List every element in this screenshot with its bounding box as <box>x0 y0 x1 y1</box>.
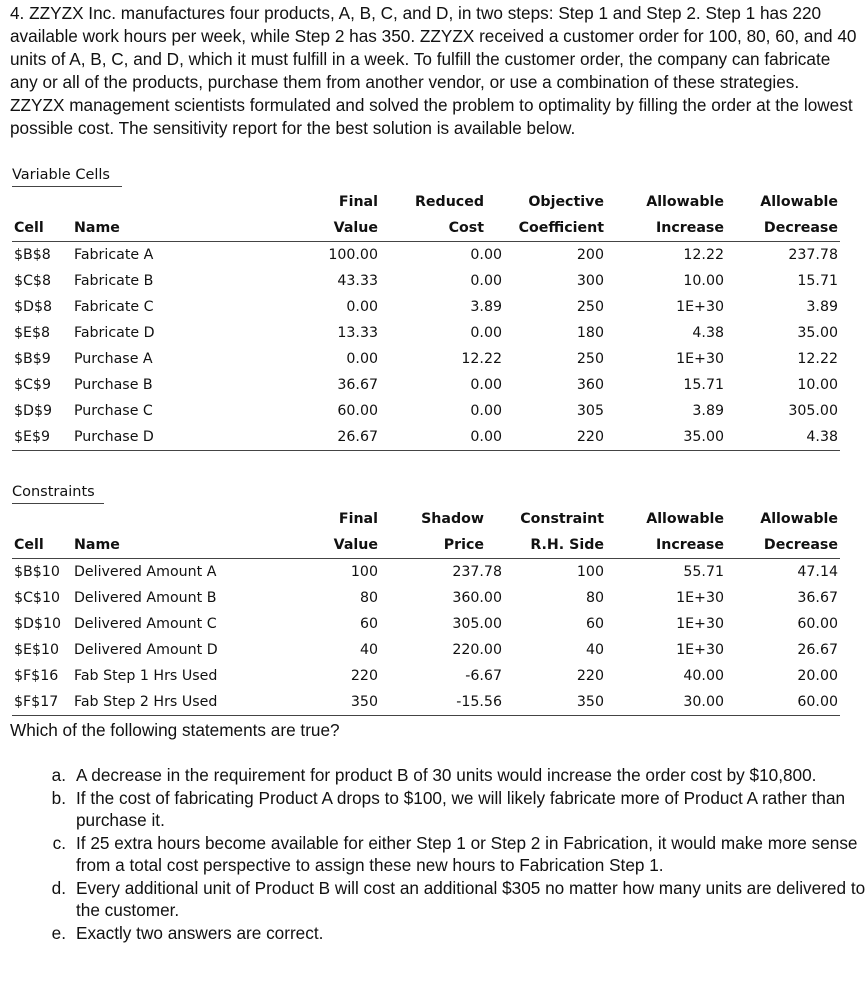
constraints-cell: 80 <box>585 590 604 606</box>
variable-cells-cell: 0.00 <box>470 247 502 263</box>
variable-cells-cell: 35.00 <box>606 424 726 451</box>
variable-cells-cell: 305.00 <box>788 403 838 419</box>
variable-cells-cell: 4.38 <box>692 325 724 341</box>
constraints-cell: 100 <box>576 564 604 580</box>
answer-option <box>51 764 865 787</box>
constraints-cell: Delivered Amount C <box>74 616 217 632</box>
variable-cells-title: Variable Cells <box>12 167 110 183</box>
variable-cells-cell: 10.00 <box>797 377 838 393</box>
variable-cells-cell: 10.00 <box>683 273 724 289</box>
variable-cells-header-row-bottom <box>12 215 840 242</box>
variable-cells-cell: 35.00 <box>797 325 838 341</box>
variable-cells-cell: 0.00 <box>346 299 378 315</box>
variable-cells-cell: 0.00 <box>470 273 502 289</box>
variable-cells-cell: Increase <box>606 215 726 242</box>
option-letter: e. <box>51 922 66 943</box>
variable-cells-cell: $E$8 <box>14 325 51 341</box>
variable-cells-cell: Final <box>338 194 378 210</box>
option-text: If the cost of fabricating Product A drops to $100, we will likely fabricate more of Product A rather than purchase it. <box>76 787 846 830</box>
variable-cells-cell: Purchase A <box>74 351 153 367</box>
variable-cells-cell: 3.89 <box>806 299 838 315</box>
constraints-cell: Constraint <box>520 511 604 527</box>
variable-cells-cell: 200 <box>576 247 604 263</box>
variable-cells-cell: 0.00 <box>380 424 504 451</box>
constraints-cell: 80 <box>359 590 378 606</box>
constraints-cell: 237.78 <box>452 564 502 580</box>
option-letter: b. <box>51 787 66 808</box>
constraints-cell: 360.00 <box>452 590 502 606</box>
variable-cells-cell: 13.33 <box>337 325 378 341</box>
variable-cells-cell: Allowable <box>646 194 724 210</box>
variable-cells-cell: 237.78 <box>788 247 838 263</box>
constraints-cell: 305.00 <box>452 616 502 632</box>
variable-cells-cell: Coefficient <box>504 215 606 242</box>
variable-cells-cell: Cell <box>12 215 72 242</box>
variable-cells-cell: 300 <box>576 273 604 289</box>
constraints-cell <box>72 506 272 532</box>
variable-cells-cell: Purchase B <box>74 377 153 393</box>
variable-cells-cell: Reduced <box>415 194 484 210</box>
variable-cells-cell: 26.67 <box>272 424 380 451</box>
variable-cells-cell: 250 <box>576 299 604 315</box>
constraints-cell: Value <box>272 532 380 559</box>
constraints-header-row-bottom <box>12 532 840 559</box>
variable-cells-cell: 1E+30 <box>676 299 724 315</box>
constraints-cell: Price <box>380 532 504 559</box>
variable-cells-cell: 12.22 <box>683 247 724 263</box>
answer-option <box>51 877 865 922</box>
variable-cells-row <box>12 346 840 372</box>
answer-option <box>51 922 865 945</box>
constraints-cell: 36.67 <box>797 590 838 606</box>
constraints-cell: 220.00 <box>452 642 502 658</box>
variable-cells-title-rule <box>12 186 122 187</box>
constraints-row <box>12 559 840 586</box>
variable-cells-cell: 3.89 <box>692 403 724 419</box>
variable-cells-cell: Decrease <box>726 215 840 242</box>
option-letter: a. <box>51 765 66 785</box>
variable-cells-cell: 0.00 <box>470 377 502 393</box>
option-letter: c. <box>52 832 66 853</box>
variable-cells-cell: 3.89 <box>470 299 502 315</box>
answer-option <box>52 832 865 877</box>
constraints-row <box>12 637 840 663</box>
variable-cells-cell: $C$9 <box>14 377 51 393</box>
constraints-cell: $F$17 <box>12 689 72 716</box>
constraints-cell: 60.00 <box>726 689 840 716</box>
variable-cells-cell: Allowable <box>760 194 838 210</box>
constraints-cell: 55.71 <box>683 564 724 580</box>
constraints-cell: 60 <box>585 616 604 632</box>
variable-cells-cell: $B$8 <box>14 247 51 263</box>
variable-cells-cell: 12.22 <box>797 351 838 367</box>
variable-cells-cell <box>72 189 272 215</box>
variable-cells-cell: Fabricate C <box>74 299 154 315</box>
constraints-cell: R.H. Side <box>504 532 606 559</box>
question-intro: 4. ZZYZX Inc. manufactures four products, A, B, C, and D, in two steps: Step 1 and Step 2. Step 1 has 220 available work hours per week, while Step 2 has 350. <box>10 3 822 46</box>
constraints-table <box>12 506 840 716</box>
question-prompt: Which of the following statements are true? <box>10 720 340 740</box>
question-order: ZZYZX received a customer order for 100, 80, 60, and 40 units of A, B, C, and D, which it must fulfill in a week. To fulfill the customer order, the company can fabricate any or all of the products, purchase them from another vendor, or use a combination of these strategies. <box>10 26 857 92</box>
variable-cells-cell: 0.00 <box>470 403 502 419</box>
answer-option <box>51 787 865 832</box>
constraints-cell: 350 <box>272 689 380 716</box>
constraints-cell: Decrease <box>726 532 840 559</box>
answer-options <box>44 764 865 944</box>
constraints-cell: 40.00 <box>683 668 724 684</box>
variable-cells-cell: $E$9 <box>12 424 72 451</box>
variable-cells-row <box>12 398 840 424</box>
variable-cells-cell: 12.22 <box>461 351 502 367</box>
variable-cells-cell: 180 <box>576 325 604 341</box>
constraints-cell: -15.56 <box>380 689 504 716</box>
variable-cells-cell: 36.67 <box>337 377 378 393</box>
option-text: If 25 extra hours become available for either Step 1 or Step 2 in Fabrication, it would make more sense from a total cost perspective to assign these new hours to Fabrication Step 1. <box>76 832 858 875</box>
variable-cells-cell: 1E+30 <box>676 351 724 367</box>
variable-cells-cell <box>12 189 72 215</box>
variable-cells-row <box>12 320 840 346</box>
constraints-cell: Final <box>338 511 378 527</box>
variable-cells-cell: 15.71 <box>797 273 838 289</box>
variable-cells-cell: Name <box>72 215 272 242</box>
constraints-row <box>12 663 840 689</box>
variable-cells-row <box>12 424 840 451</box>
constraints-cell: Increase <box>606 532 726 559</box>
constraints-title-rule <box>12 503 104 504</box>
constraints-cell: 350 <box>504 689 606 716</box>
option-text: Exactly two answers are correct. <box>76 922 324 943</box>
variable-cells-cell: 4.38 <box>726 424 840 451</box>
variable-cells-row <box>12 242 840 269</box>
constraints-cell: 1E+30 <box>676 642 724 658</box>
constraints-cell: Allowable <box>646 511 724 527</box>
constraints-cell: 220 <box>576 668 604 684</box>
variable-cells-row <box>12 294 840 320</box>
option-letter: d. <box>51 877 66 898</box>
constraints-cell: 30.00 <box>606 689 726 716</box>
variable-cells-cell: Fabricate B <box>74 273 154 289</box>
constraints-cell: $E$10 <box>14 642 60 658</box>
option-text: Every additional unit of Product B will cost an additional $305 no matter how many units are delivered to the customer. <box>76 877 865 920</box>
variable-cells-cell: Purchase C <box>74 403 153 419</box>
variable-cells-cell: 305 <box>576 403 604 419</box>
variable-cells-cell: Value <box>272 215 380 242</box>
variable-cells-table <box>12 189 840 451</box>
variable-cells-cell: Purchase D <box>72 424 272 451</box>
constraints-title: Constraints <box>12 484 95 500</box>
constraints-cell: 100 <box>350 564 378 580</box>
constraints-cell: Name <box>72 532 272 559</box>
constraints-cell: $D$10 <box>14 616 62 632</box>
variable-cells-cell: Cost <box>380 215 504 242</box>
constraints-cell: 60.00 <box>797 616 838 632</box>
variable-cells-cell: $D$8 <box>14 299 53 315</box>
variable-cells-cell: 0.00 <box>470 325 502 341</box>
constraints-cell: Fab Step 1 Hrs Used <box>74 668 218 684</box>
constraints-header-row-top <box>12 506 840 532</box>
constraints-cell: 40 <box>585 642 604 658</box>
variable-cells-cell: 15.71 <box>683 377 724 393</box>
constraints-cell: Delivered Amount B <box>74 590 217 606</box>
constraints-row <box>12 585 840 611</box>
variable-cells-cell: 60.00 <box>337 403 378 419</box>
variable-cells-cell: 100.00 <box>328 247 378 263</box>
constraints-cell: 60 <box>359 616 378 632</box>
constraints-cell: Delivered Amount A <box>74 564 217 580</box>
constraints-cell: Allowable <box>760 511 838 527</box>
constraints-cell: Fab Step 2 Hrs Used <box>72 689 272 716</box>
constraints-cell: 40 <box>359 642 378 658</box>
constraints-cell: $C$10 <box>14 590 61 606</box>
variable-cells-cell: Fabricate D <box>74 325 155 341</box>
constraints-cell: Shadow <box>421 511 484 527</box>
variable-cells-cell: Objective <box>528 194 604 210</box>
question-solved: ZZYZX management scientists formulated and solved the problem to optimality by filling the order at the lowest possible cost. The sensitivity report for the best solution is available below. <box>10 95 853 138</box>
constraints-row <box>12 689 840 716</box>
variable-cells-cell: 250 <box>576 351 604 367</box>
variable-cells-cell: 0.00 <box>346 351 378 367</box>
variable-cells-header-row-top <box>12 189 840 215</box>
constraints-cell: 220 <box>350 668 378 684</box>
constraints-cell: 20.00 <box>797 668 838 684</box>
constraints-cell: 47.14 <box>797 564 838 580</box>
question-text <box>10 2 858 140</box>
constraints-cell: Cell <box>12 532 72 559</box>
constraints-cell: 1E+30 <box>676 616 724 632</box>
variable-cells-cell: 220 <box>504 424 606 451</box>
constraints-cell: 1E+30 <box>676 590 724 606</box>
variable-cells-cell: $C$8 <box>14 273 51 289</box>
constraints-cell: 26.67 <box>797 642 838 658</box>
variable-cells-cell: $B$9 <box>14 351 51 367</box>
constraints-row <box>12 611 840 637</box>
variable-cells-row <box>12 268 840 294</box>
variable-cells-cell: 360 <box>576 377 604 393</box>
variable-cells-cell: $D$9 <box>14 403 53 419</box>
constraints-cell: -6.67 <box>465 668 502 684</box>
constraints-cell: $B$10 <box>14 564 60 580</box>
constraints-cell: $F$16 <box>14 668 59 684</box>
variable-cells-cell: Fabricate A <box>74 247 154 263</box>
constraints-cell: Delivered Amount D <box>74 642 218 658</box>
option-text: A decrease in the requirement for product B of 30 units would increase the order cost by $10,800. <box>76 765 817 785</box>
constraints-cell <box>12 506 72 532</box>
variable-cells-cell: 43.33 <box>337 273 378 289</box>
variable-cells-row <box>12 372 840 398</box>
